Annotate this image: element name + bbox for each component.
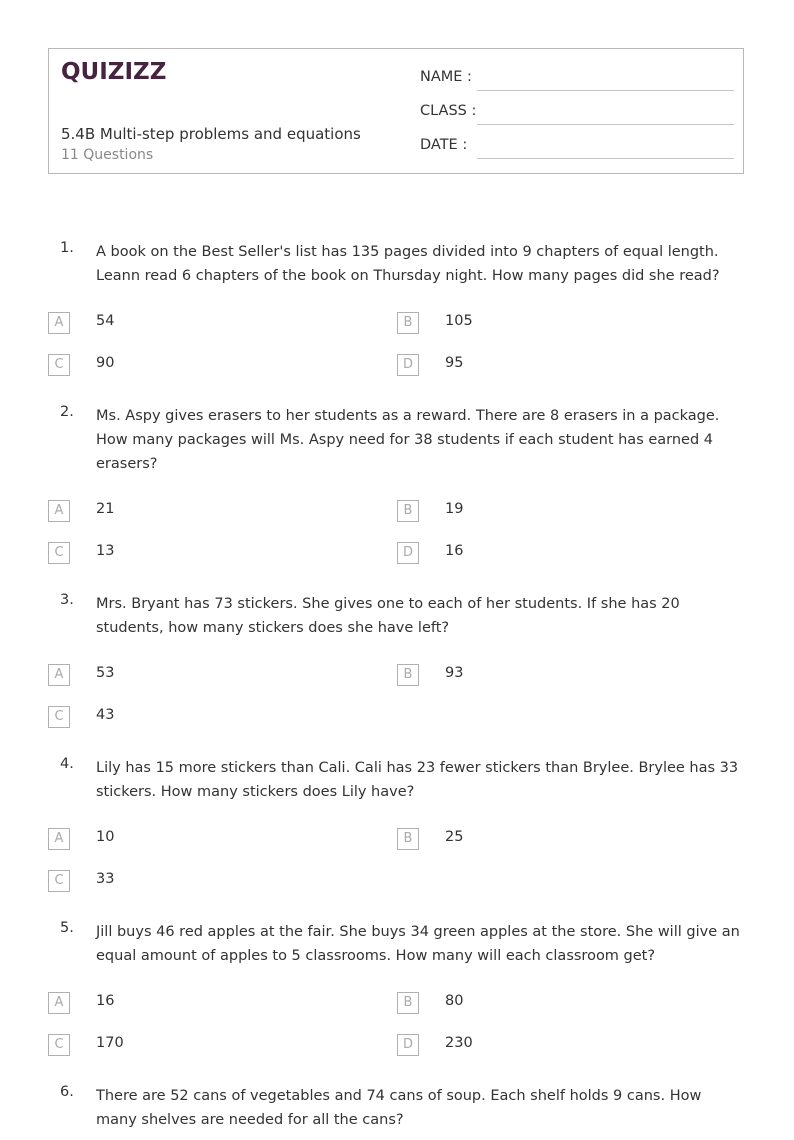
question-3 bbox=[0, 592, 794, 756]
question-text: Mrs. Bryant has 73 stickers. She gives one to each of her students. If she has 20 students, how many stickers does she have left? bbox=[96, 596, 680, 636]
answer-options bbox=[0, 992, 794, 1076]
question-text: A book on the Best Seller's list has 135 pages divided into 9 chapters of equal length. Leann read 6 chapters of the book on Thursday night. How many pages did she read? bbox=[96, 244, 720, 284]
answer-options bbox=[0, 500, 794, 584]
option-text: 16 bbox=[445, 543, 464, 559]
class-line[interactable] bbox=[477, 124, 734, 125]
option-text: 105 bbox=[445, 313, 473, 329]
name-line[interactable] bbox=[477, 90, 734, 91]
question-spacer bbox=[0, 748, 794, 756]
question-6 bbox=[0, 1084, 794, 1140]
worksheet-header bbox=[48, 48, 744, 174]
option-letter-box[interactable]: C bbox=[48, 870, 70, 892]
name-label: NAME : bbox=[420, 69, 472, 85]
option-letter-box[interactable]: A bbox=[48, 992, 70, 1014]
option-letter-box[interactable]: B bbox=[397, 500, 419, 522]
date-label: DATE : bbox=[420, 137, 468, 153]
option-letter-box[interactable]: B bbox=[397, 312, 419, 334]
option-row bbox=[0, 870, 794, 912]
question-2 bbox=[0, 404, 794, 592]
answer-options bbox=[0, 664, 794, 748]
option-letter-box[interactable]: C bbox=[48, 542, 70, 564]
option-letter-box[interactable]: C bbox=[48, 1034, 70, 1056]
option-text: 95 bbox=[445, 355, 464, 371]
question-number: 6. bbox=[60, 1084, 74, 1100]
question-text: There are 52 cans of vegetables and 74 cans of soup. Each shelf holds 9 cans. How many shelves are needed for all the cans? bbox=[96, 1088, 702, 1128]
question-count: 11 Questions bbox=[61, 147, 154, 163]
option-text: 230 bbox=[445, 1035, 473, 1051]
question-spacer bbox=[0, 584, 794, 592]
option-letter-box[interactable]: C bbox=[48, 354, 70, 376]
option-text: 25 bbox=[445, 829, 464, 845]
option-letter-box[interactable]: B bbox=[397, 828, 419, 850]
option-text: 13 bbox=[96, 543, 115, 559]
option-letter-box[interactable]: D bbox=[397, 1034, 419, 1056]
option-letter-box[interactable]: A bbox=[48, 312, 70, 334]
option-text: 19 bbox=[445, 501, 464, 517]
question-spacer bbox=[0, 912, 794, 920]
option-text: 43 bbox=[96, 707, 115, 723]
answer-options bbox=[0, 312, 794, 396]
option-row bbox=[0, 354, 794, 396]
question-text: Lily has 15 more stickers than Cali. Cali has 23 fewer stickers than Brylee. Brylee has 33 stickers. How many stickers does Lily have? bbox=[96, 760, 739, 800]
question-1 bbox=[0, 240, 794, 404]
question-number: 5. bbox=[60, 920, 74, 936]
question-spacer bbox=[0, 1132, 794, 1140]
option-row bbox=[0, 500, 794, 542]
date-field[interactable] bbox=[420, 137, 734, 159]
option-text: 10 bbox=[96, 829, 115, 845]
option-row bbox=[0, 828, 794, 870]
option-text: 80 bbox=[445, 993, 464, 1009]
option-row bbox=[0, 992, 794, 1034]
option-row bbox=[0, 542, 794, 584]
question-number: 4. bbox=[60, 756, 74, 772]
option-text: 53 bbox=[96, 665, 115, 681]
question-number: 1. bbox=[60, 240, 74, 256]
option-letter-box[interactable]: A bbox=[48, 500, 70, 522]
option-letter-box[interactable]: D bbox=[397, 354, 419, 376]
option-text: 170 bbox=[96, 1035, 124, 1051]
option-letter-box[interactable]: D bbox=[397, 542, 419, 564]
answer-options bbox=[0, 828, 794, 912]
question-text: Ms. Aspy gives erasers to her students as a reward. There are 8 erasers in a package. How many packages will Ms. Aspy need for 38 students if each student has earned 4 erasers? bbox=[96, 408, 720, 472]
option-text: 16 bbox=[96, 993, 115, 1009]
question-5 bbox=[0, 920, 794, 1084]
name-field[interactable] bbox=[420, 69, 734, 91]
option-row bbox=[0, 1034, 794, 1076]
class-field[interactable] bbox=[420, 103, 734, 125]
option-row bbox=[0, 312, 794, 354]
question-spacer bbox=[0, 1076, 794, 1084]
question-list bbox=[0, 240, 794, 1140]
option-text: 54 bbox=[96, 313, 115, 329]
option-text: 90 bbox=[96, 355, 115, 371]
option-letter-box[interactable]: B bbox=[397, 664, 419, 686]
option-text: 33 bbox=[96, 871, 115, 887]
option-text: 93 bbox=[445, 665, 464, 681]
option-letter-box[interactable]: C bbox=[48, 706, 70, 728]
question-number: 3. bbox=[60, 592, 74, 608]
question-4 bbox=[0, 756, 794, 920]
question-text: Jill buys 46 red apples at the fair. She buys 34 green apples at the store. She will give an equal amount of apples to 5 classrooms. How many will each classroom get? bbox=[96, 924, 740, 964]
question-number: 2. bbox=[60, 404, 74, 420]
option-letter-box[interactable]: B bbox=[397, 992, 419, 1014]
quizizz-logo: QUIZIZZ bbox=[61, 59, 167, 85]
option-row bbox=[0, 664, 794, 706]
question-spacer bbox=[0, 396, 794, 404]
worksheet-title: 5.4B Multi-step problems and equations bbox=[61, 125, 361, 143]
option-letter-box[interactable]: A bbox=[48, 828, 70, 850]
class-label: CLASS : bbox=[420, 103, 477, 119]
option-row bbox=[0, 706, 794, 748]
option-text: 21 bbox=[96, 501, 115, 517]
date-line[interactable] bbox=[477, 158, 734, 159]
option-letter-box[interactable]: A bbox=[48, 664, 70, 686]
